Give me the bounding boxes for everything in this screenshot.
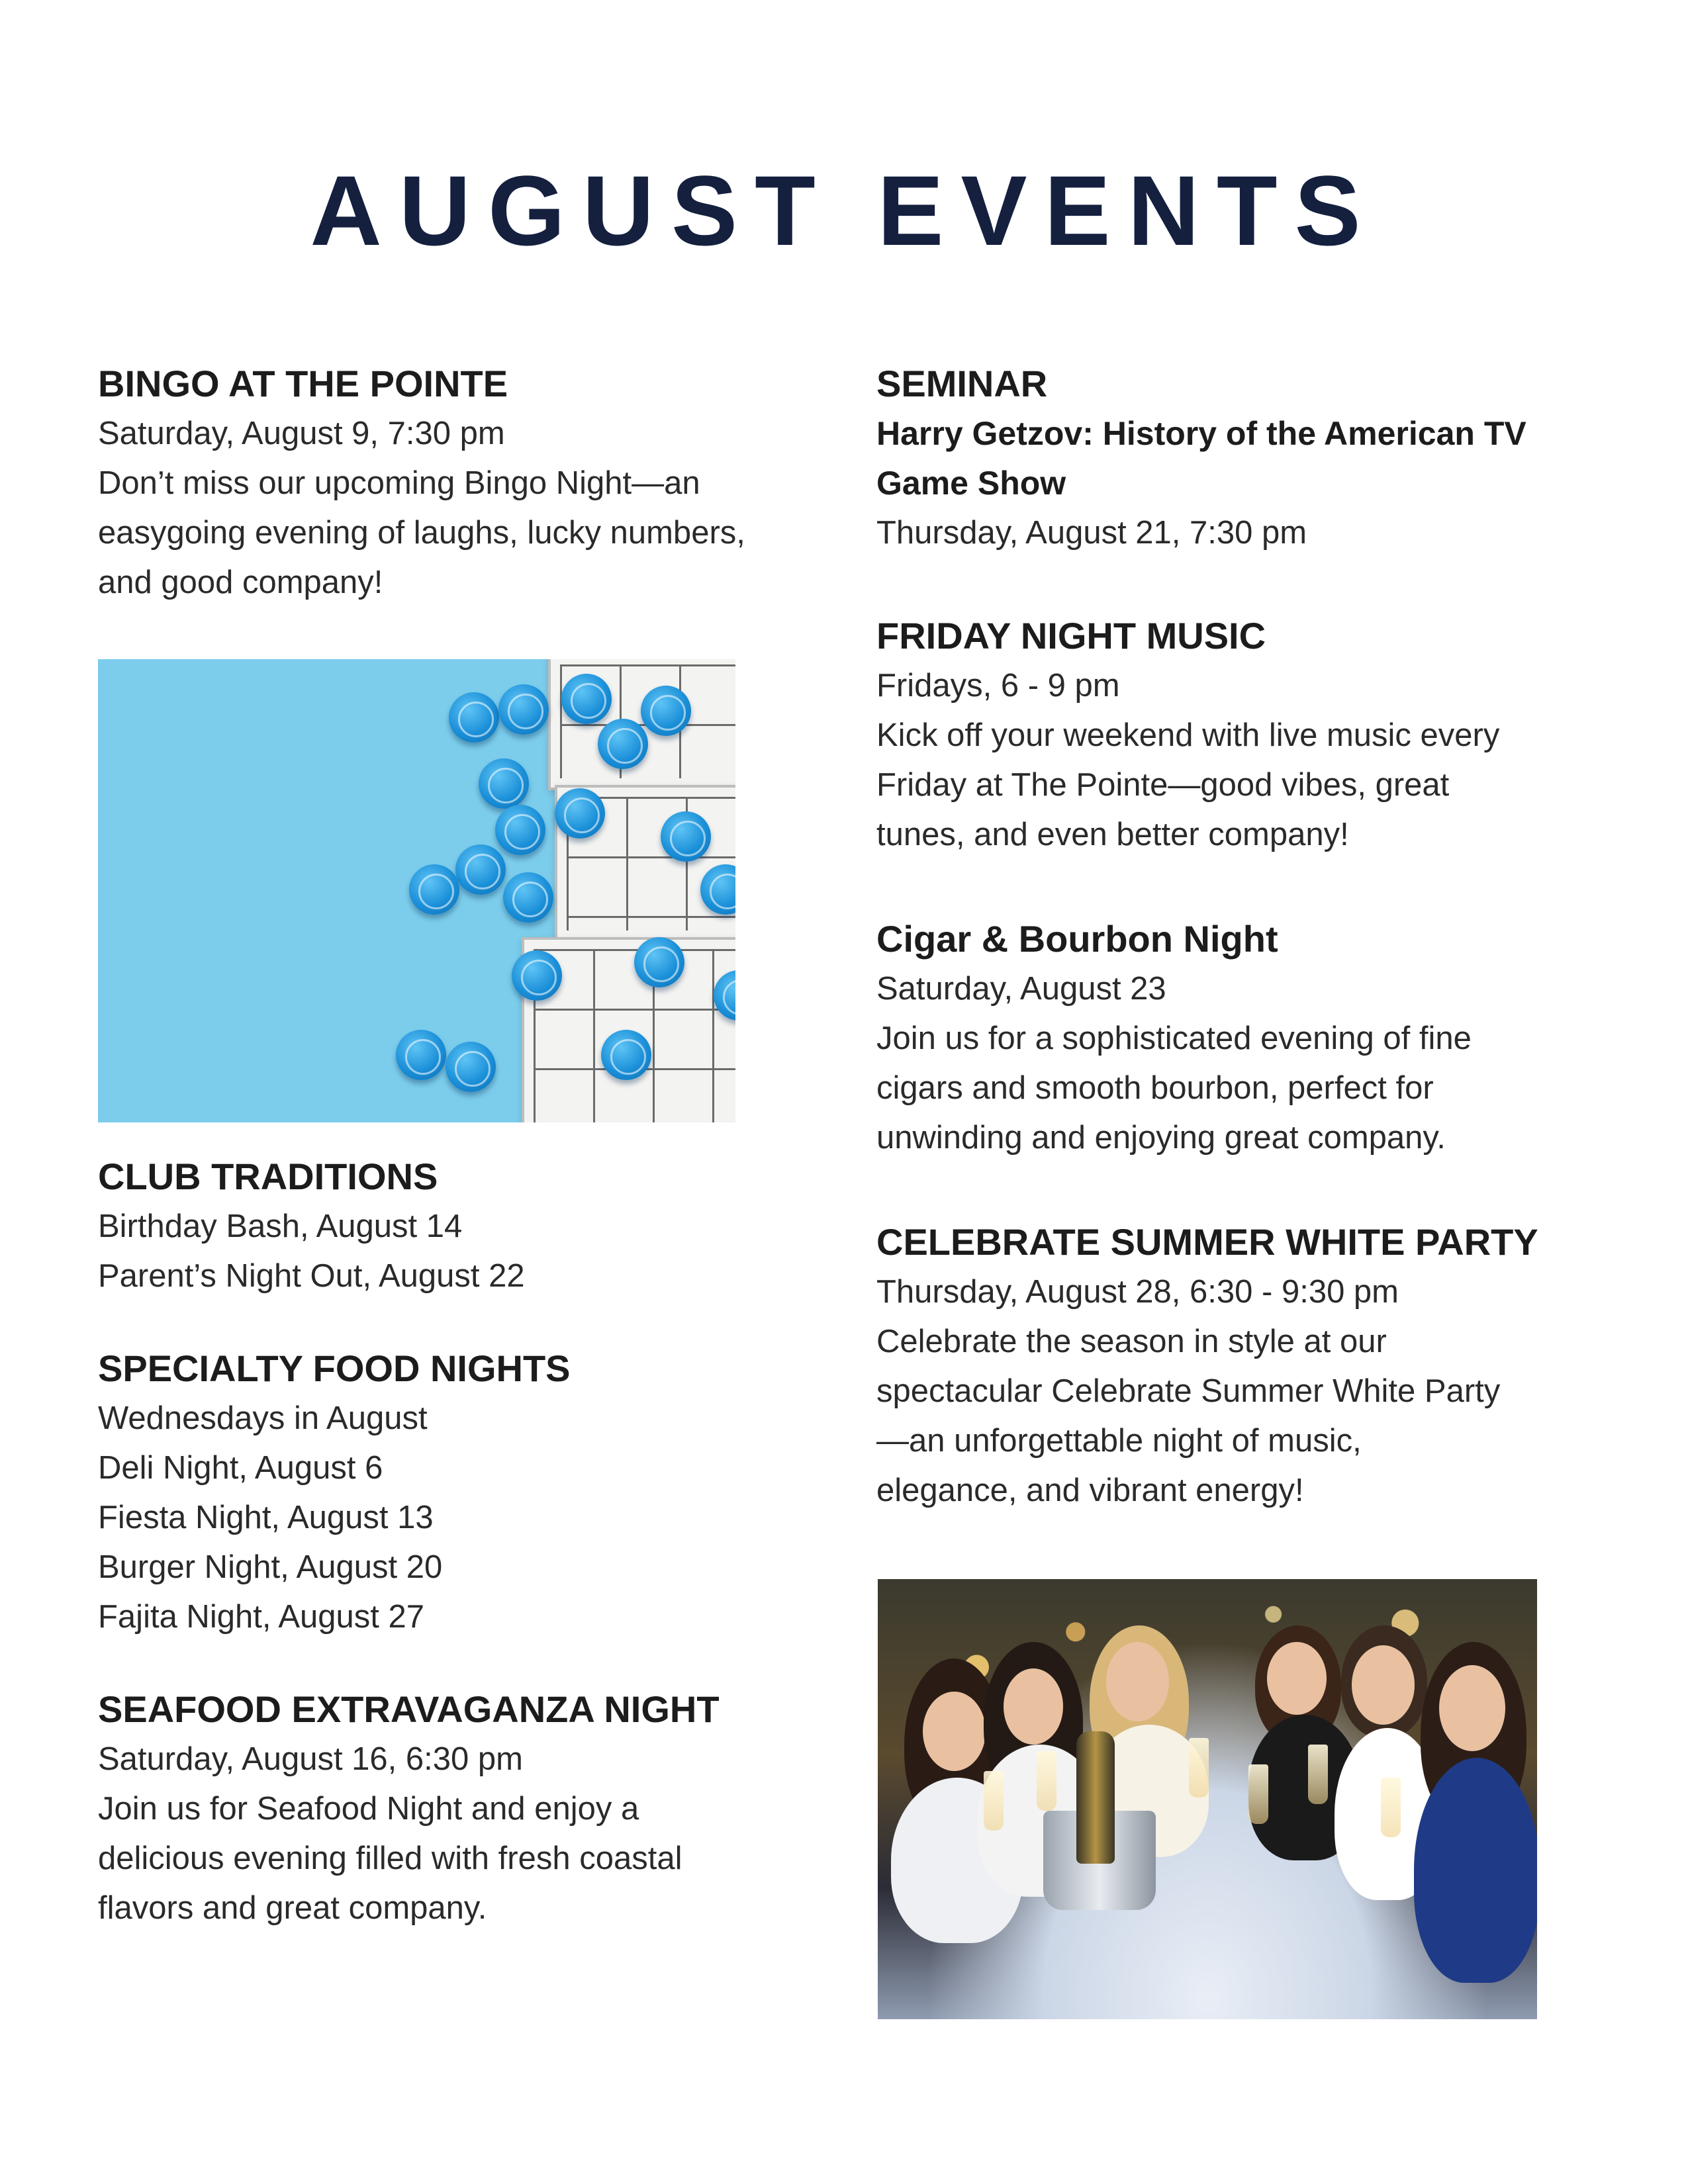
event-description: spectacular Celebrate Summer White Party xyxy=(876,1373,1501,1409)
event-description: Celebrate the season in style at our xyxy=(876,1324,1387,1359)
event-description: easygoing evening of laughs, lucky numbers, xyxy=(98,515,745,551)
event-description: flavors and great company. xyxy=(98,1890,487,1926)
guest-face xyxy=(1004,1668,1063,1745)
event-seafood xyxy=(98,1684,800,1933)
left-column xyxy=(98,359,800,608)
bingo-chip xyxy=(498,684,549,735)
event-heading: SPECIALTY FOOD NIGHTS xyxy=(98,1347,571,1389)
event-description: Friday at The Pointe—good vibes, great xyxy=(876,767,1450,803)
champagne-glass xyxy=(1037,1751,1056,1811)
event-description: Don’t miss our upcoming Bingo Night—an xyxy=(98,465,700,501)
bingo-chip xyxy=(495,805,545,855)
event-description: tunes, and even better company! xyxy=(876,817,1349,852)
event-heading: SEMINAR xyxy=(876,363,1048,404)
event-date: Saturday, August 23 xyxy=(876,971,1166,1007)
guest-face xyxy=(1352,1645,1415,1725)
event-date: Saturday, August 16, 6:30 pm xyxy=(98,1741,523,1777)
bingo-chip xyxy=(641,686,691,736)
event-description: —an unforgettable night of music, xyxy=(876,1423,1362,1459)
event-description: elegance, and vibrant energy! xyxy=(876,1473,1304,1508)
event-date: Thursday, August 28, 6:30 - 9:30 pm xyxy=(876,1274,1399,1310)
event-subheading: Game Show xyxy=(876,465,1066,502)
event-item: Wednesdays in August xyxy=(98,1400,428,1436)
event-item: Fajita Night, August 27 xyxy=(98,1599,425,1635)
event-subheading: Harry Getzov: History of the American TV xyxy=(876,415,1526,452)
event-bingo xyxy=(98,359,800,608)
event-description: unwinding and enjoying great company. xyxy=(876,1120,1446,1156)
event-white-party xyxy=(876,1217,1578,1516)
event-description: Join us for Seafood Night and enjoy a xyxy=(98,1791,639,1827)
guest-face xyxy=(1267,1642,1327,1715)
event-heading: FRIDAY NIGHT MUSIC xyxy=(876,615,1266,657)
event-description: delicious evening filled with fresh coastal xyxy=(98,1841,682,1876)
guest-face xyxy=(1439,1665,1505,1751)
bingo-chip xyxy=(598,719,648,769)
event-heading: CLUB TRADITIONS xyxy=(98,1156,438,1197)
bingo-chip xyxy=(445,1042,496,1092)
event-specialty-food xyxy=(98,1343,800,1642)
event-description: and good company! xyxy=(98,565,383,600)
event-item: Parent’s Night Out, August 22 xyxy=(98,1258,525,1294)
champagne-glass xyxy=(1189,1738,1209,1797)
bingo-chip xyxy=(634,937,684,987)
bingo-chip xyxy=(561,674,612,724)
event-heading: Cigar & Bourbon Night xyxy=(876,918,1278,960)
bingo-chip xyxy=(479,758,529,809)
bingo-chip xyxy=(661,811,711,862)
bingo-chip xyxy=(601,1030,651,1080)
guest-face xyxy=(923,1692,986,1771)
champagne-glass xyxy=(1381,1778,1401,1837)
event-description: Join us for a sophisticated evening of fine xyxy=(876,1021,1472,1056)
party-photo xyxy=(878,1579,1537,2019)
event-description: cigars and smooth bourbon, perfect for xyxy=(876,1070,1434,1106)
event-seminar xyxy=(876,359,1578,558)
guest-body xyxy=(1414,1758,1537,1983)
event-date: Thursday, August 21, 7:30 pm xyxy=(876,515,1307,551)
bingo-chip xyxy=(409,864,459,915)
event-item: Deli Night, August 6 xyxy=(98,1450,383,1486)
bingo-photo xyxy=(98,659,735,1122)
event-date: Saturday, August 9, 7:30 pm xyxy=(98,416,505,451)
event-item: Fiesta Night, August 13 xyxy=(98,1500,434,1535)
event-friday-music xyxy=(876,611,1578,860)
bingo-chip xyxy=(449,692,499,743)
bingo-chip xyxy=(503,872,553,923)
bingo-chip xyxy=(455,844,506,895)
bingo-chip xyxy=(512,950,562,1001)
event-item: Burger Night, August 20 xyxy=(98,1549,443,1585)
champagne-glass xyxy=(1308,1745,1328,1804)
event-description: Kick off your weekend with live music every xyxy=(876,717,1500,753)
event-heading: SEAFOOD EXTRAVAGANZA NIGHT xyxy=(98,1688,720,1730)
left-column-lower xyxy=(98,1152,800,1933)
right-column xyxy=(876,359,1578,1516)
bingo-chip xyxy=(396,1030,446,1080)
event-heading: BINGO AT THE POINTE xyxy=(98,363,508,404)
guest-face xyxy=(1106,1642,1169,1721)
champagne-glass xyxy=(1248,1764,1268,1824)
event-item: Birthday Bash, August 14 xyxy=(98,1208,463,1244)
champagne-bottle xyxy=(1076,1731,1115,1864)
event-date: Fridays, 6 - 9 pm xyxy=(876,668,1120,704)
event-heading: CELEBRATE SUMMER WHITE PARTY xyxy=(876,1221,1538,1263)
champagne-glass xyxy=(984,1771,1004,1831)
bingo-chip xyxy=(555,788,605,839)
event-cigar-bourbon xyxy=(876,914,1578,1163)
page-title: AUGUST EVENTS xyxy=(310,155,1378,266)
event-club-traditions xyxy=(98,1152,800,1301)
